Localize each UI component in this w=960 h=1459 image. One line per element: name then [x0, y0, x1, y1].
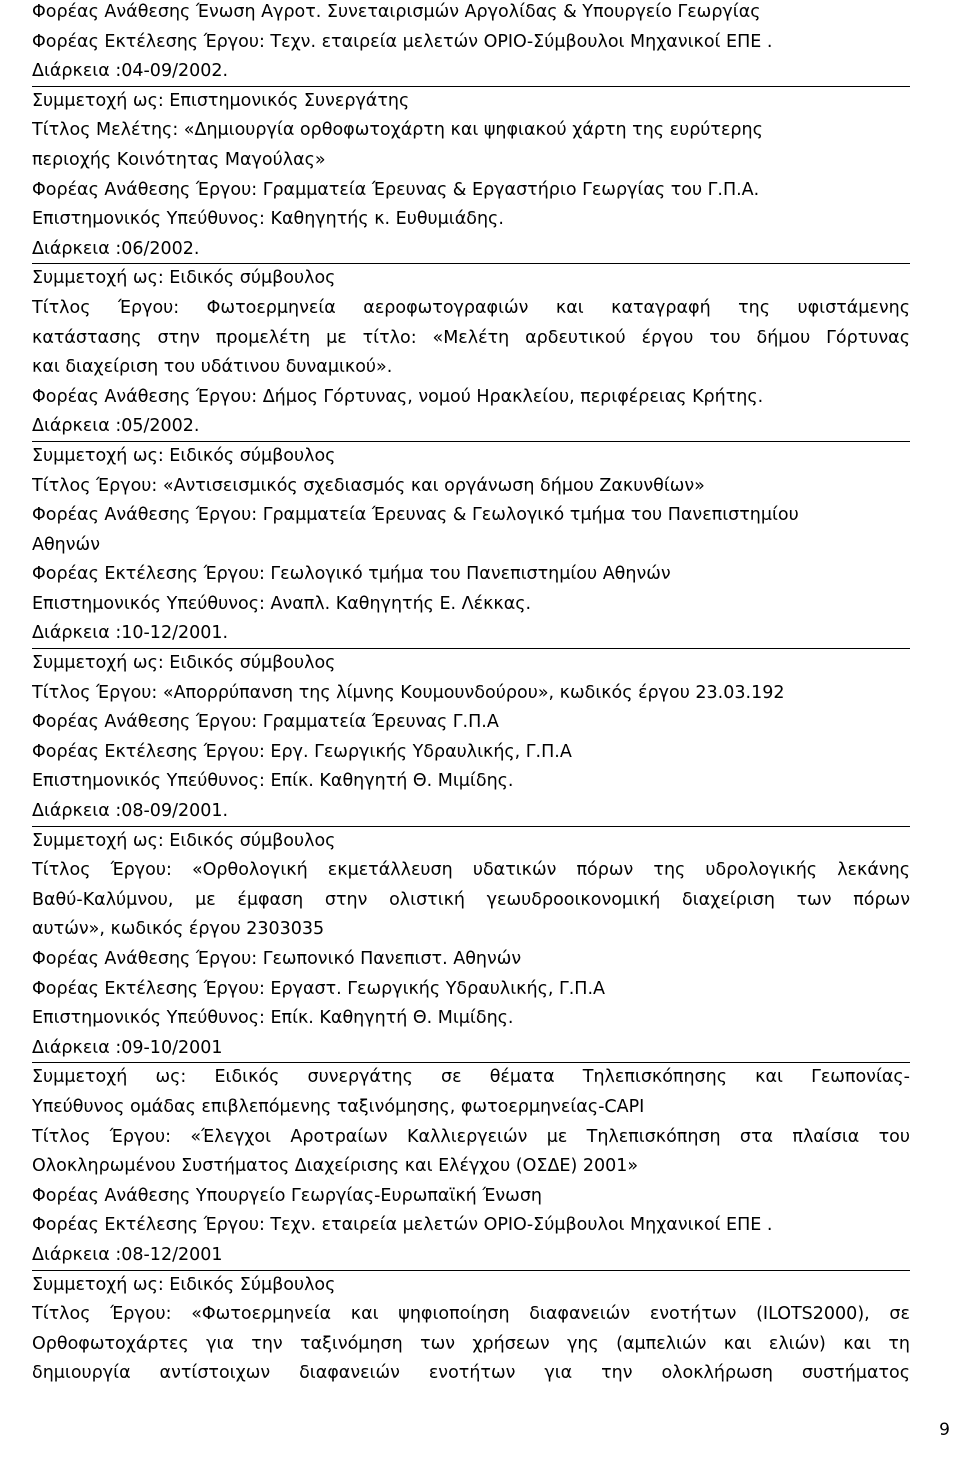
- text-line: Συμμετοχή ως: Επιστημονικός Συνεργάτης: [32, 90, 410, 111]
- text-line: Φορέας Ανάθεσης Έργου: Δήμος Γόρτυνας, νομού Ηρακλείου, περιφέρειας Κρήτης.: [32, 386, 764, 407]
- text-line: Φορέας Εκτέλεσης Έργου: Γεωλογικό τμήμα του Πανεπιστημίου Αθηνών: [32, 564, 671, 585]
- text-line: Τίτλος Έργου: «Έλεγχοι Αροτραίων Καλλιεργειών με Τηλεπισκόπηση στα πλαίσια του: [32, 1126, 910, 1147]
- text-line: Αθηνών: [32, 534, 100, 555]
- text-line: Φορέας Ανάθεσης Έργου: Γραμματεία Έρευνας & Γεωλογικό τμήμα του Πανεπιστημίου: [32, 505, 799, 526]
- text-line: Φορέας Ανάθεσης Έργου: Γεωπονικό Πανεπιστ. Αθηνών: [32, 949, 522, 969]
- duration-line: Διάρκεια :06/2002.: [32, 235, 910, 265]
- text-line: Τίτλος Έργου: Φωτοερμηνεία αεροφωτογραφιών και καταγραφή της υφιστάμενης: [32, 297, 910, 318]
- text-line: Συμμετοχή ως: Ειδικός σύμβουλος: [32, 445, 336, 466]
- text-line: Φορέας Ανάθεσης Ένωση Αγροτ. Συνεταιρισμών Αργολίδας & Υπουργείο Γεωργίας: [32, 2, 761, 22]
- text-line: Ολοκληρωμένου Συστήματος Διαχείρισης και Ελέγχου (ΟΣΔΕ) 2001»: [32, 1156, 639, 1177]
- text-line: και διαχείριση του υδάτινου δυναμικού».: [32, 357, 393, 378]
- text-line: περιοχής Κοινότητας Μαγούλας»: [32, 149, 326, 170]
- text-line: Τίτλος Έργου: «Φωτοερμηνεία και ψηφιοποίηση διαφανειών ενοτήτων (ILOTS2000), σε: [32, 1304, 910, 1325]
- text-line: Επιστημονικός Υπεύθυνος: Αναπλ. Καθηγητής Ε. Λέκκας.: [32, 593, 532, 614]
- text-line: Φορέας Ανάθεσης Υπουργείο Γεωργίας-Ευρωπαϊκή Ένωση: [32, 1185, 543, 1206]
- duration-line: Διάρκεια :08-09/2001.: [32, 797, 910, 827]
- page-number: 9: [939, 1420, 950, 1440]
- duration-line: Διάρκεια :09-10/2001: [32, 1034, 910, 1064]
- duration-line: Διάρκεια :04-09/2002.: [32, 57, 910, 87]
- text-line: κατάστασης στην προμελέτη με τίτλο: «Μελέτη αρδευτικού έργου του δήμου Γόρτυνας: [32, 327, 910, 348]
- text-line: δημιουργία αντίστοιχων διαφανειών ενοτήτων για την ολοκλήρωση συστήματος: [32, 1363, 910, 1384]
- text-line: Συμμετοχή ως: Ειδικός Σύμβουλος: [32, 1274, 336, 1295]
- text-line: Υπεύθυνος ομάδας επιβλεπόμενης ταξινόμησης, φωτοερμηνείας-CAPI: [32, 1096, 645, 1117]
- text-line: Φορέας Ανάθεσης Έργου: Γραμματεία Έρευνας & Εργαστήριο Γεωργίας του Γ.Π.Α.: [32, 179, 760, 200]
- text-line: Ορθοφωτοχάρτες για την ταξινόμηση των χρήσεων γης (αμπελιών και ελιών) και τη: [32, 1333, 910, 1354]
- text-line: Βαθύ-Καλύμνου, με έμφαση στην ολιστική γεωυδροοικονομική διαχείριση των πόρων: [32, 889, 910, 910]
- text-line: Συμμετοχή ως: Ειδικός συνεργάτης σε θέματα Τηλεπισκόπησης και Γεωπονίας-: [32, 1067, 910, 1088]
- text-line: Φορέας Εκτέλεσης Έργου: Εργαστ. Γεωργικής Υδραυλικής, Γ.Π.Α: [32, 978, 605, 999]
- text-line: Τίτλος Μελέτης: «Δημιουργία ορθοφωτοχάρτη και ψηφιακού χάρτη της ευρύτερης: [32, 120, 763, 141]
- duration-line: Διάρκεια :10-12/2001.: [32, 619, 910, 649]
- text-line: Τίτλος Έργου: «Απορρύπανση της λίμνης Κουμουνδούρου», κωδικός έργου 23.03.192: [32, 682, 785, 703]
- text-line: Συμμετοχή ως: Ειδικός σύμβουλος: [32, 653, 336, 674]
- text-line: Φορέας Εκτέλεσης Έργου: Τεχν. εταιρεία μελετών ΟΡΙΟ-Σύμβουλοι Μηχανικοί ΕΠΕ .: [32, 31, 773, 52]
- text-line: Επιστημονικός Υπεύθυνος: Επίκ. Καθηγητή Θ. Μιμίδης.: [32, 1008, 514, 1029]
- text-line: Τίτλος Έργου: «Αντισεισμικός σχεδιασμός και οργάνωση δήμου Ζακυνθίων»: [32, 475, 705, 496]
- text-line: Φορέας Εκτέλεσης Έργου: Εργ. Γεωργικής Υδραυλικής, Γ.Π.Α: [32, 741, 572, 762]
- text-line: Φορέας Ανάθεσης Έργου: Γραμματεία Έρευνας Γ.Π.Α: [32, 712, 499, 733]
- document-page: [32, 0, 910, 1389]
- duration-line: Διάρκεια :08-12/2001: [32, 1241, 910, 1271]
- duration-line: Διάρκεια :05/2002.: [32, 412, 910, 442]
- text-line: Συμμετοχή ως: Ειδικός σύμβουλος: [32, 268, 336, 289]
- text-line: Φορέας Εκτέλεσης Έργου: Τεχν. εταιρεία μελετών ΟΡΙΟ-Σύμβουλοι Μηχανικοί ΕΠΕ .: [32, 1215, 773, 1236]
- text-line: Επιστημονικός Υπεύθυνος: Καθηγητής κ. Ευθυμιάδης.: [32, 209, 504, 230]
- text-line: Τίτλος Έργου: «Ορθολογική εκμετάλλευση υδατικών πόρων της υδρολογικής λεκάνης: [32, 860, 910, 881]
- text-line: Συμμετοχή ως: Ειδικός σύμβουλος: [32, 830, 336, 851]
- text-line: Επιστημονικός Υπεύθυνος: Επίκ. Καθηγητή Θ. Μιμίδης.: [32, 771, 514, 792]
- text-line: αυτών», κωδικός έργου 2303035: [32, 919, 325, 940]
